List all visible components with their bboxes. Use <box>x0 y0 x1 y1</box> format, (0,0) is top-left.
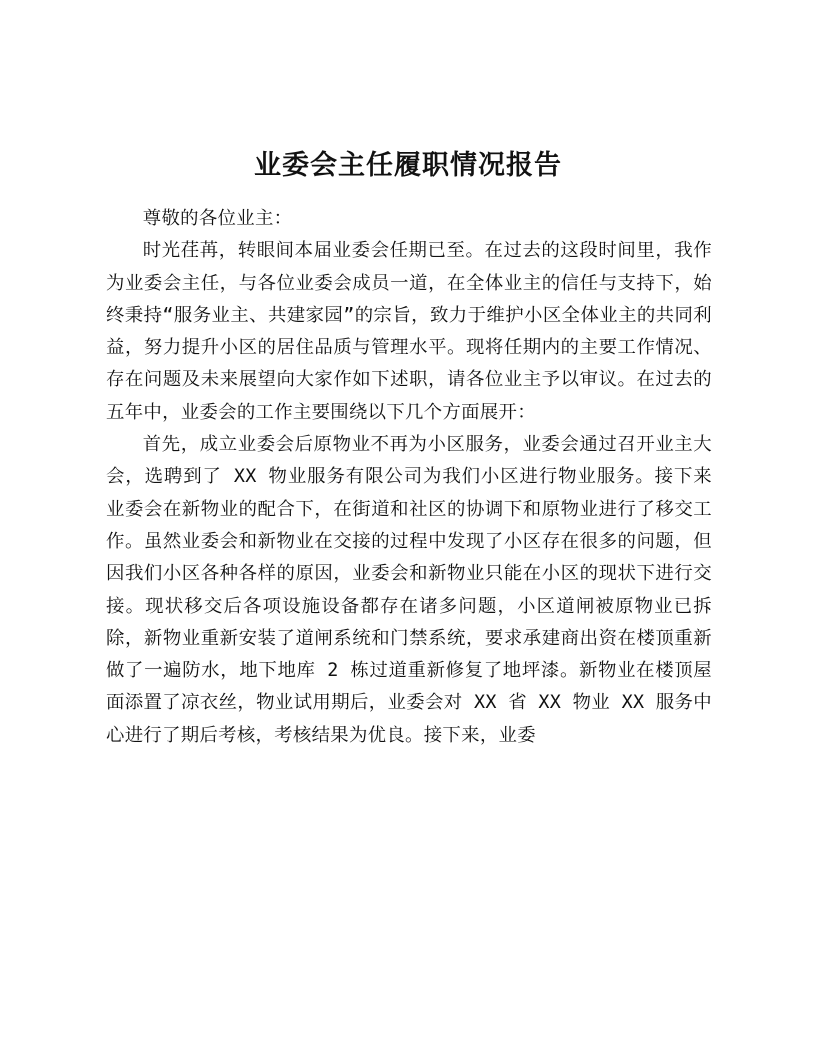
salutation: 尊敬的各位业主： <box>142 208 293 229</box>
paragraph-intro: 时光荏苒，转眼间本届业委会任期已至。在过去的这段时间里，我作为业委会主任，与各位业委会成员一道，在全体业主的信任与支持下，始终秉持“服务业主、共建家园”的宗旨，致力于维护小区全体业主的共同利益，努力提升小区的居住品质与管理水平。现将任期内的主要工作情况、存在问题及未来展望向大家作如下述职，请各位业主予以审议。在过去的五年中，业委会的工作主要围绕以下几个方面展开： <box>106 240 712 423</box>
paragraph-first-point: 首先，成立业委会后原物业不再为小区服务，业委会通过召开业主大会，选聘到了 XX 物业服务有限公司为我们小区进行物业服务。接下来业委会在新物业的配合下，在街道和社区的协调下和原物业进行了移交工作。虽然业委会和新物业在交接的过程中发现了小区存在很多的问题，但因我们小区各种各样的原因，业委会和新物业只能在小区的现状下进行交接。现状移交后各项设施设备都存在诸多问题，小区道闸被原物业已拆除，新物业重新安装了道闸系统和门禁系统，要求承建商出资在楼顶重新做了一遍防水，地下地库 2 栋过道重新修复了地坪漆。新物业在楼顶屋面添置了凉衣丝，物业试用期后，业委会对 XX 省 XX 物业 XX 服务中心进行了期后考核，考核结果为优良。接下来，业委 <box>106 434 712 746</box>
document-body <box>106 203 712 752</box>
document-title: 业委会主任履职情况报告 <box>254 150 562 181</box>
